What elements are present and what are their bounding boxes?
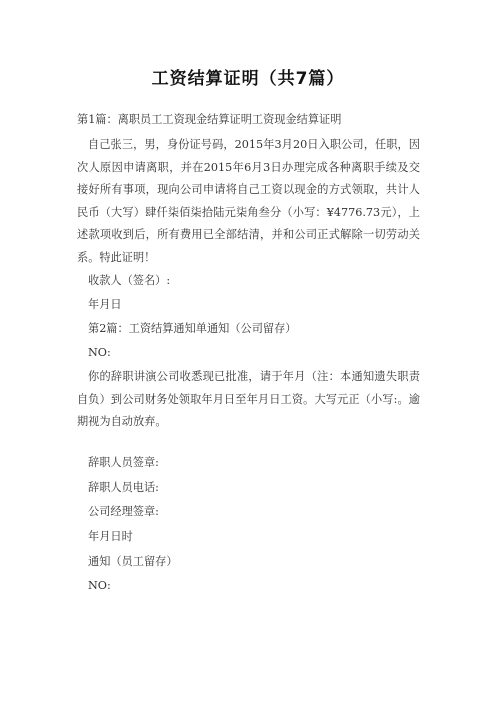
- section-2-body: 你的辞职讲演公司收悉现已批准，请于年月（注：本通知遗失职责自负）到公司财务处领取年月日至年月日工资。大写元正（小写:。逾期视为自动放弃。: [77, 370, 420, 429]
- signature-line: 收款人（签名）:: [88, 274, 171, 287]
- date-line: 年月日: [88, 298, 122, 311]
- notice-number: NO:: [88, 346, 111, 359]
- resignee-phone: 辞职人员电话:: [88, 481, 159, 494]
- section-2-heading: 第2篇：工资结算通知单通知（公司留存）: [88, 322, 297, 335]
- section-1-heading: 第1篇：离职员工工资现金结算证明工资现金结算证明: [77, 113, 342, 126]
- datetime-line: 年月日时: [88, 530, 133, 543]
- document-title: 工资结算证明（共7篇）: [151, 69, 345, 89]
- manager-signature: 公司经理签章:: [88, 505, 159, 518]
- resignee-signature: 辞职人员签章:: [88, 456, 159, 469]
- notice-number-2: NO:: [88, 579, 111, 592]
- section-1-body: 自己张三，男，身份证号码，2015年3月20日入职公司，任职，因次人原因申请离职，并在2015年6月3日办理完成各种离职手续及交接好所有事项，现向公司申请将自己工资以现金的方式领取，共计人民币（大写）肆仟柒佰柒拾陆元柒角叁分（小写：¥4776.73元），上述款项收到后，所有费用已全部结清，并和公司正式解除一切劳动关系。特此证明！: [77, 138, 420, 264]
- section-3-heading: 通知（员工留存）: [88, 555, 178, 568]
